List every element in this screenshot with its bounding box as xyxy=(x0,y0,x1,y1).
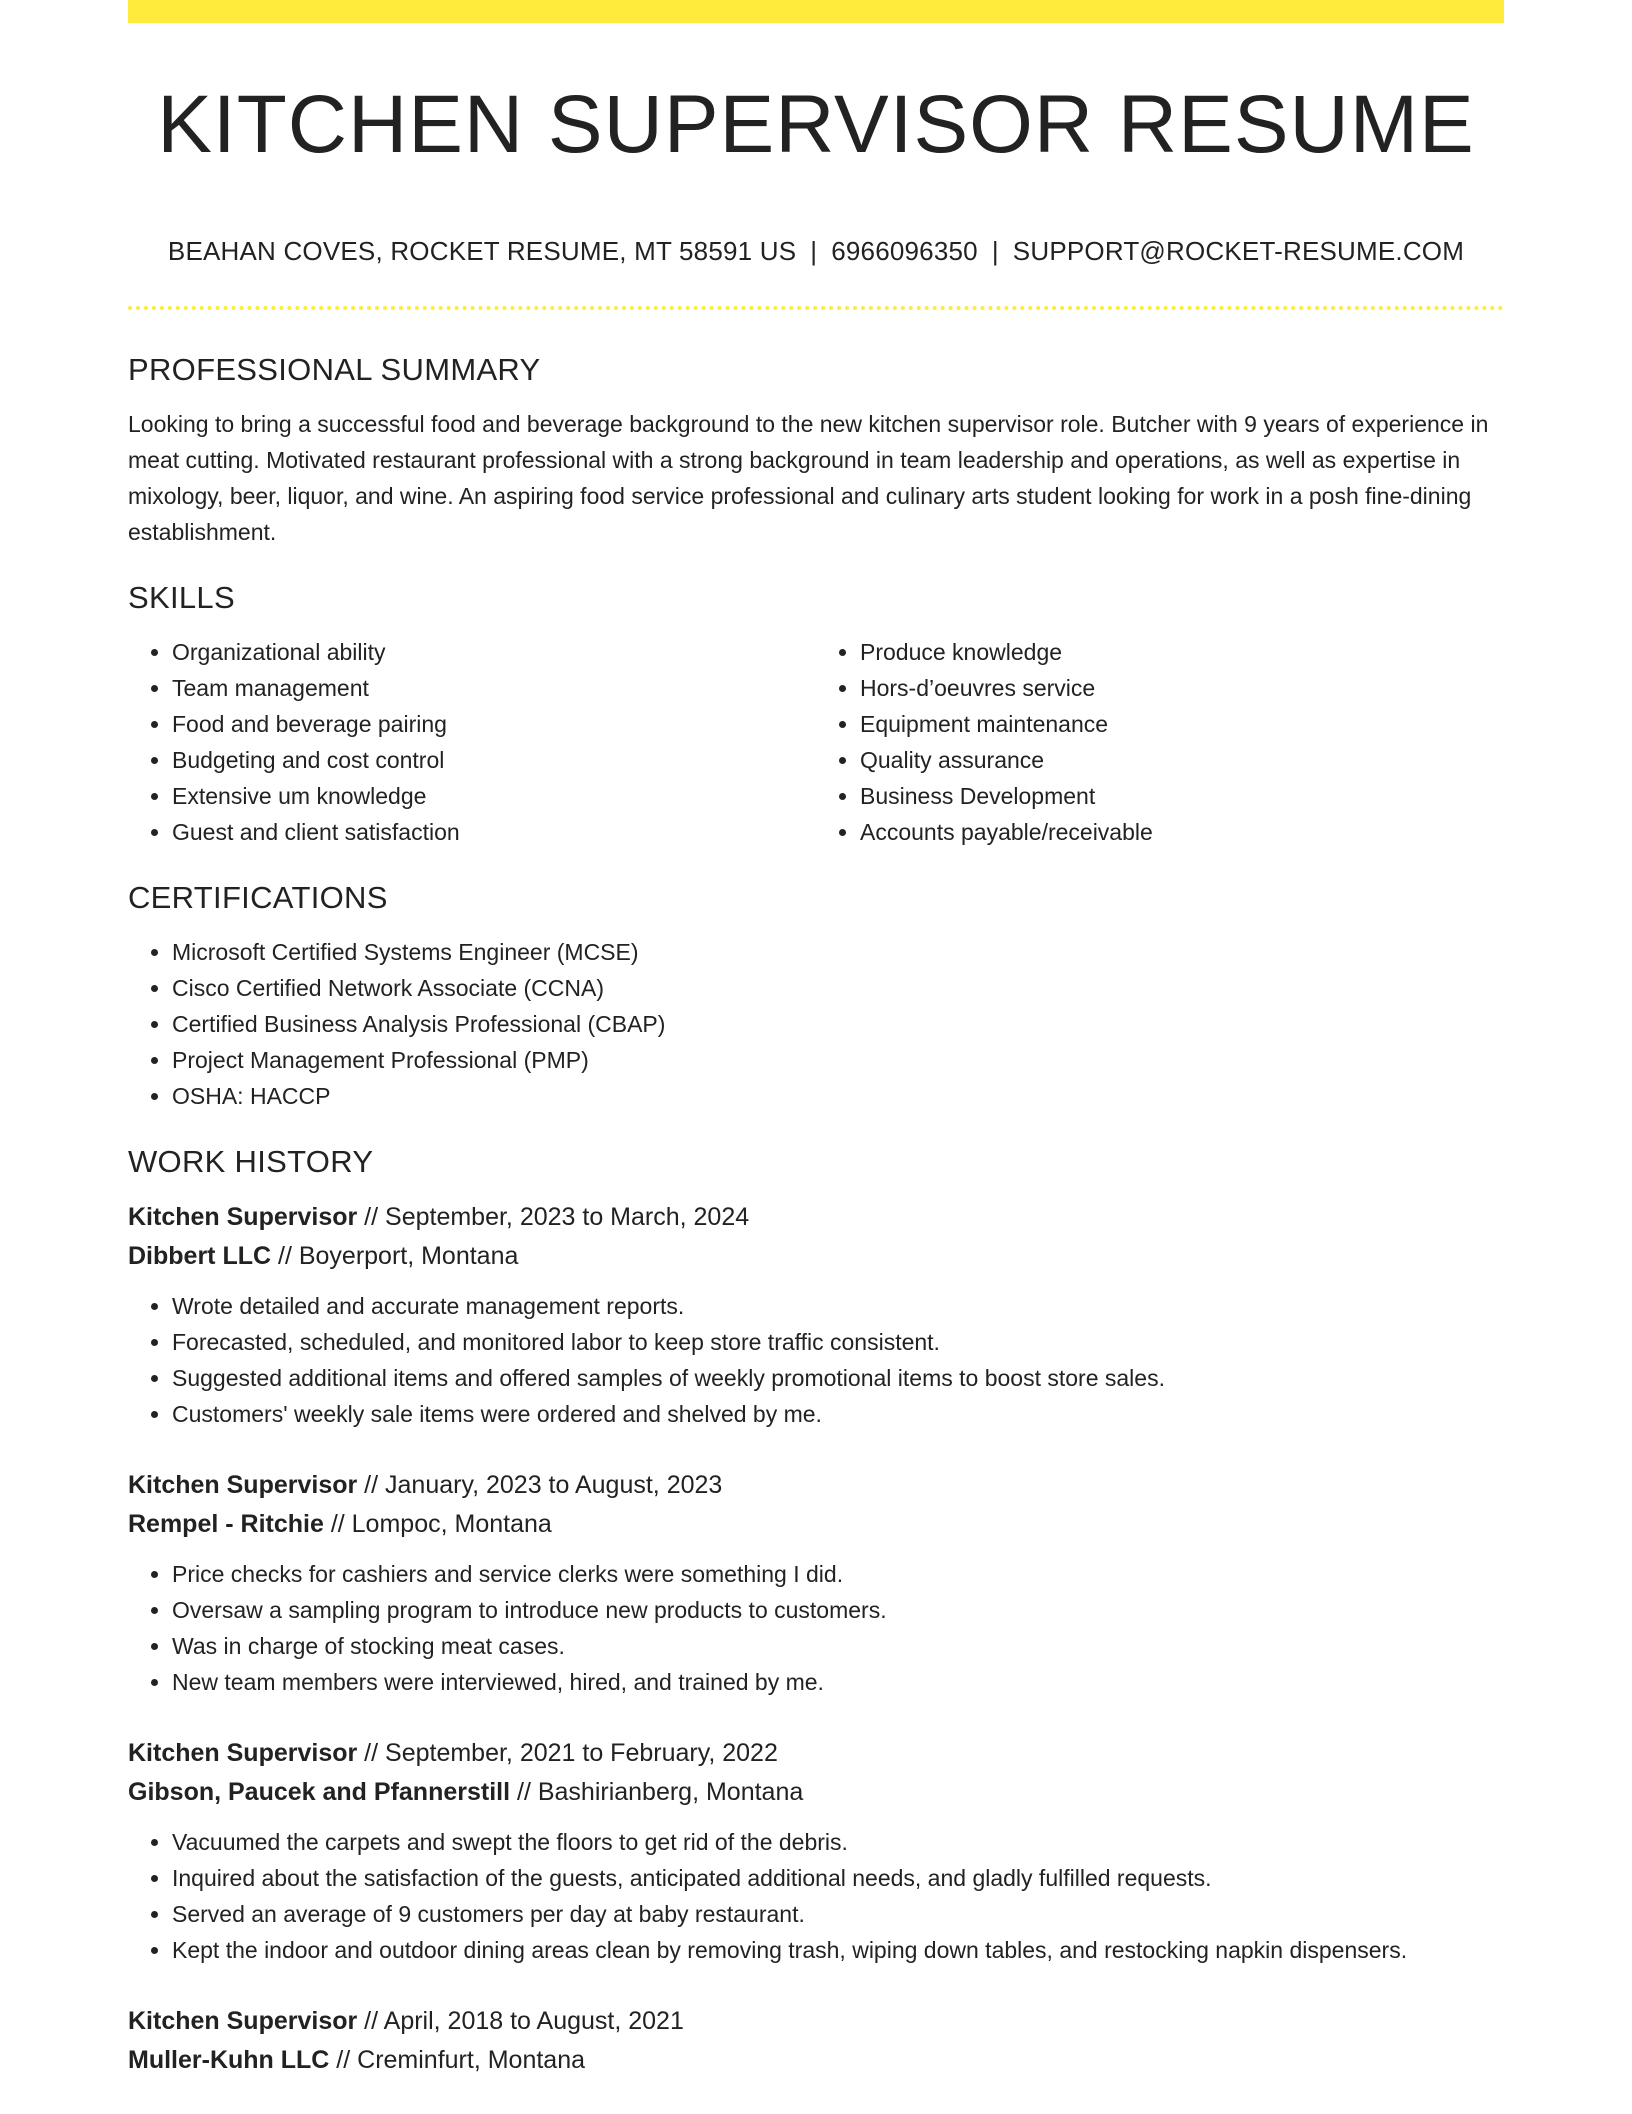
skills-heading: SKILLS xyxy=(128,580,235,615)
job-company-line xyxy=(128,1237,1504,1276)
contact-address: BEAHAN COVES, ROCKET RESUME, MT 58591 US xyxy=(167,236,797,266)
job-dates: // September, 2021 to February, 2022 xyxy=(357,1739,778,1767)
skill-item: • Food and beverage pairing xyxy=(172,706,816,742)
job-company: Dibbert LLC xyxy=(128,1242,272,1270)
job-entry xyxy=(128,1734,1504,1968)
skills-section xyxy=(128,580,1504,850)
job-title: Kitchen Supervisor xyxy=(128,1739,358,1767)
contact-separator: | xyxy=(810,236,818,266)
job-title: Kitchen Supervisor xyxy=(128,1471,358,1499)
job-title: Kitchen Supervisor xyxy=(128,2007,358,2035)
job-bullet: • New team members were interviewed, hired, and trained by me. xyxy=(172,1664,1504,1700)
job-bullet: • Oversaw a sampling program to introduce new products to customers. xyxy=(172,1592,1504,1628)
job-title-line xyxy=(128,2002,1504,2041)
job-bullet: • Wrote detailed and accurate management reports. xyxy=(172,1288,1504,1324)
job-entry xyxy=(128,2002,1504,2080)
top-accent-bar xyxy=(128,0,1504,23)
job-company: Rempel - Ritchie xyxy=(128,1510,324,1538)
skill-item: • Hors-d’oeuvres service xyxy=(860,670,1504,706)
contact-line xyxy=(128,236,1504,267)
page-title: KITCHEN SUPERVISOR RESUME xyxy=(157,79,1475,170)
job-location: // Creminfurt, Montana xyxy=(329,2046,586,2074)
job-bullet: • Served an average of 9 customers per day at baby restaurant. xyxy=(172,1896,1504,1932)
summary-text: Looking to bring a successful food and beverage background to the new kitchen supervisor role. Butcher with 9 years of experience in meat cutting. Motivated restaurant professional with a strong background in team leadership and operations, as well as expertise in mixology, beer, liquor, and wine. An aspiring food service professional and culinary arts student looking for work in a posh fine-dining establishment. xyxy=(128,411,1489,545)
certifications-heading: CERTIFICATIONS xyxy=(128,880,388,915)
job-bullet: • Vacuumed the carpets and swept the floors to get rid of the debris. xyxy=(172,1824,1504,1860)
certifications-section xyxy=(128,880,1504,1114)
skill-item: • Quality assurance xyxy=(860,742,1504,778)
job-title-line xyxy=(128,1198,1504,1237)
job-title: Kitchen Supervisor xyxy=(128,1203,358,1231)
certification-item: • Project Management Professional (PMP) xyxy=(172,1042,1504,1078)
job-bullet: • Inquired about the satisfaction of the guests, anticipated additional needs, and gladly fulfilled requests. xyxy=(172,1860,1504,1896)
certification-item: • Cisco Certified Network Associate (CCNA) xyxy=(172,970,1504,1006)
job-company-line xyxy=(128,1505,1504,1544)
contact-phone: 6966096350 xyxy=(831,236,978,266)
summary-section xyxy=(128,352,1504,550)
skills-columns xyxy=(128,634,1504,850)
job-bullet: • Customers' weekly sale items were ordered and shelved by me. xyxy=(172,1396,1504,1432)
work-history-heading: WORK HISTORY xyxy=(128,1144,374,1179)
certification-item: • OSHA: HACCP xyxy=(172,1078,1504,1114)
contact-separator: | xyxy=(991,236,999,266)
job-dates: // April, 2018 to August, 2021 xyxy=(357,2007,684,2035)
job-bullets xyxy=(128,1288,1504,1432)
skills-left-list xyxy=(128,634,816,850)
skill-item: • Team management xyxy=(172,670,816,706)
job-bullet: • Forecasted, scheduled, and monitored labor to keep store traffic consistent. xyxy=(172,1324,1504,1360)
job-bullets xyxy=(128,1556,1504,1700)
work-history-section xyxy=(128,1144,1504,2080)
job-bullet: • Kept the indoor and outdoor dining areas clean by removing trash, wiping down tables, and restocking napkin dispensers. xyxy=(172,1932,1504,1968)
job-bullet: • Was in charge of stocking meat cases. xyxy=(172,1628,1504,1664)
job-location: // Boyerport, Montana xyxy=(271,1242,519,1270)
dotted-divider xyxy=(128,306,1504,310)
job-bullet: • Suggested additional items and offered samples of weekly promotional items to boost store sales. xyxy=(172,1360,1504,1396)
job-company: Muller-Kuhn LLC xyxy=(128,2046,330,2074)
job-dates: // September, 2023 to March, 2024 xyxy=(357,1203,750,1231)
skill-item: • Extensive um knowledge xyxy=(172,778,816,814)
certification-item: • Microsoft Certified Systems Engineer (MCSE) xyxy=(172,934,1504,970)
job-company: Gibson, Paucek and Pfannerstill xyxy=(128,1778,511,1806)
job-company-line xyxy=(128,1773,1504,1812)
skill-item: • Organizational ability xyxy=(172,634,816,670)
job-title-line xyxy=(128,1734,1504,1773)
job-bullets xyxy=(128,1824,1504,1968)
job-dates: // January, 2023 to August, 2023 xyxy=(357,1471,723,1499)
resume-body xyxy=(128,352,1504,2114)
skill-item: • Accounts payable/receivable xyxy=(860,814,1504,850)
certification-item: • Certified Business Analysis Professional (CBAP) xyxy=(172,1006,1504,1042)
job-entry xyxy=(128,1198,1504,1432)
certifications-list xyxy=(128,934,1504,1114)
contact-email: SUPPORT@ROCKET-RESUME.COM xyxy=(1012,236,1465,266)
job-bullet: • Price checks for cashiers and service clerks were something I did. xyxy=(172,1556,1504,1592)
skill-item: • Guest and client satisfaction xyxy=(172,814,816,850)
skill-item: • Budgeting and cost control xyxy=(172,742,816,778)
job-company-line xyxy=(128,2041,1504,2080)
job-location: // Lompoc, Montana xyxy=(323,1510,552,1538)
job-entry xyxy=(128,1466,1504,1700)
job-title-line xyxy=(128,1466,1504,1505)
summary-heading: PROFESSIONAL SUMMARY xyxy=(128,352,541,387)
skill-item: • Equipment maintenance xyxy=(860,706,1504,742)
skill-item: • Produce knowledge xyxy=(860,634,1504,670)
job-location: // Bashirianberg, Montana xyxy=(510,1778,804,1806)
skill-item: • Business Development xyxy=(860,778,1504,814)
skills-right-list xyxy=(816,634,1504,850)
